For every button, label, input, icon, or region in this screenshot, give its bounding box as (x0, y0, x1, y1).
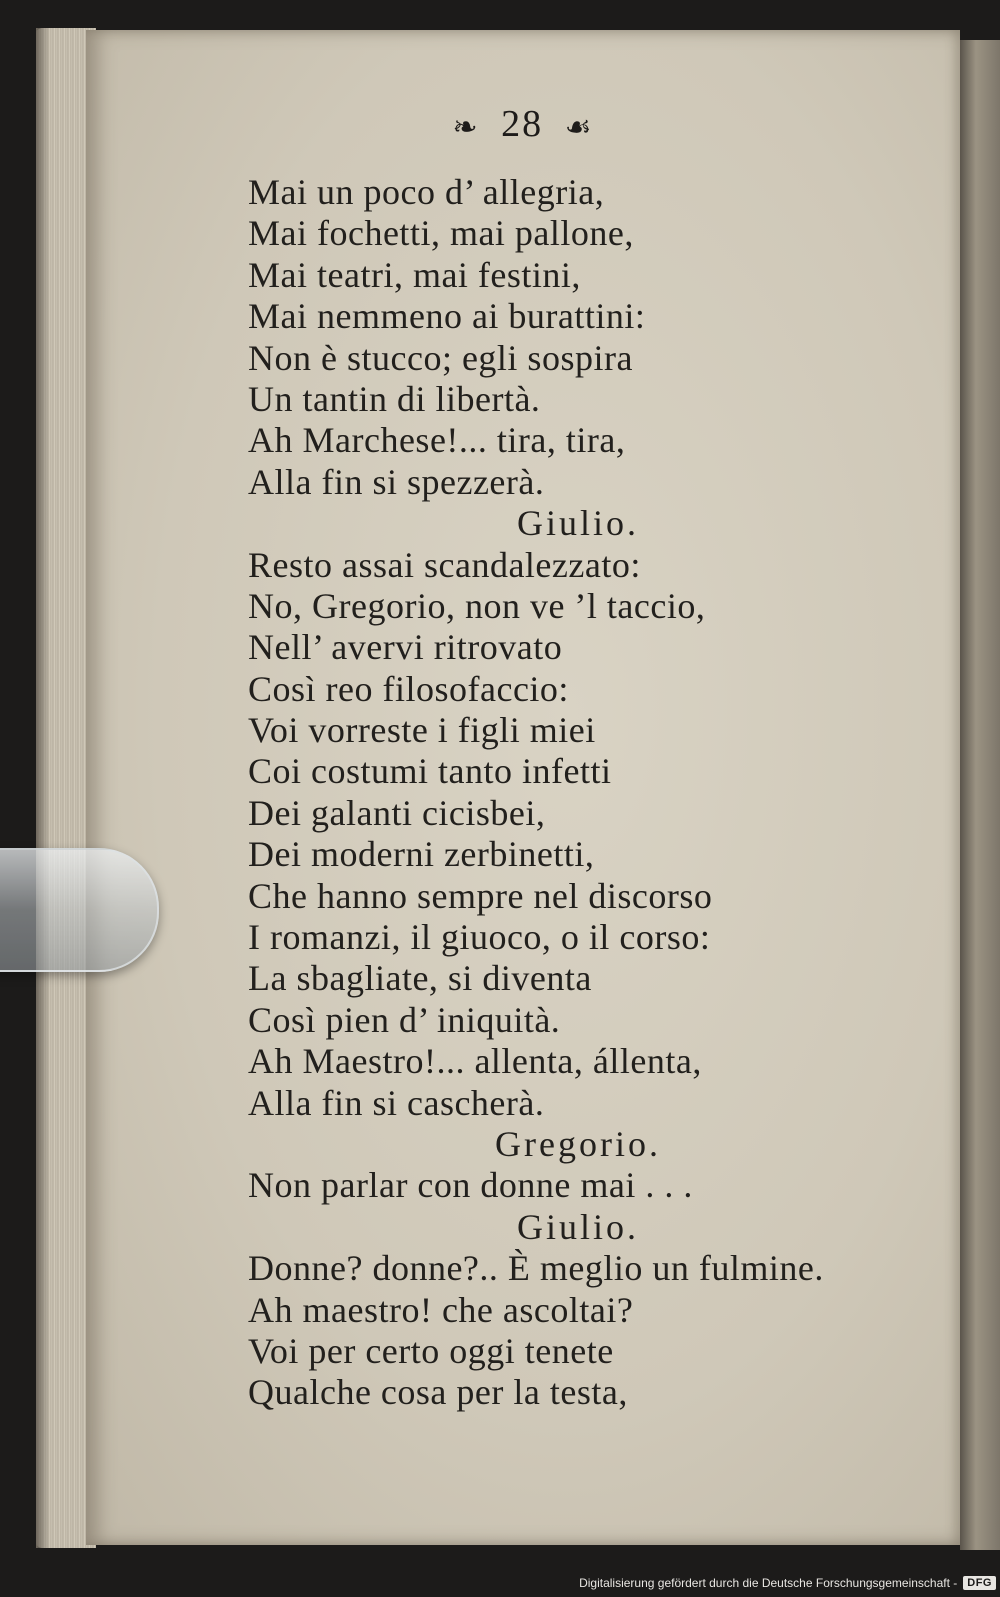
verse-line: Donne? donne?.. È meglio un fulmine. (248, 1248, 824, 1289)
page-edges-shadow (36, 28, 50, 1548)
verse-line: I romanzi, il giuoco, o il corso: (248, 917, 711, 958)
verse-line: Resto assai scandalezzato: (248, 544, 641, 585)
verse-line: Voi per certo oggi tenete (248, 1330, 614, 1371)
verse-line: Un tantin di libertà. (248, 378, 541, 419)
ornament-left-icon: ❧ (452, 110, 480, 144)
page-number: 28 (501, 103, 544, 145)
verse-line: Mai teatri, mai festini, (248, 254, 581, 295)
verse-line: Che hanno sempre nel discorso (248, 875, 713, 916)
verse-line: Dei moderni zerbinetti, (248, 834, 595, 875)
verse-text (248, 172, 948, 1414)
verse-line: Ah Marchese!... tira, tira, (248, 420, 626, 461)
verse-line: No, Gregorio, non ve ’l taccio, (248, 585, 706, 626)
verse-line: Ah Maestro!... allenta, állenta, (248, 1041, 702, 1082)
verse-line: Dei galanti cicisbei, (248, 792, 546, 833)
verse-line: Alla fin si spezzerà. (248, 461, 545, 502)
speaker-name: Gregorio. (495, 1123, 661, 1164)
verse-line: Qualche cosa per la testa, (248, 1372, 628, 1413)
ornament-right-icon: ☙ (564, 110, 594, 144)
adjacent-page (960, 40, 1000, 1550)
dfg-logo: DFG (963, 1576, 996, 1590)
verse-line: Mai fochetti, mai pallone, (248, 213, 634, 254)
verse-line: Così pien d’ iniquità. (248, 999, 561, 1040)
verse-line: Così reo filosofaccio: (248, 668, 569, 709)
book-page (86, 30, 960, 1545)
verse-line: Mai un poco d’ allegria, (248, 172, 605, 212)
verse-line: Non è stucco; egli sospira (248, 337, 633, 378)
page-header (86, 102, 960, 146)
verse-line: La sbagliate, si diventa (248, 958, 592, 999)
verse-line: Ah maestro! che ascoltai? (248, 1289, 634, 1330)
verse-line: Voi vorreste i figli miei (248, 710, 596, 751)
speaker-name: Giulio. (516, 503, 639, 544)
credit-text: Digitalisierung gefördert durch die Deutsche Forschungsgemeinschaft - (579, 1576, 958, 1590)
page-clip (0, 848, 159, 972)
speaker-name: Giulio. (516, 1206, 639, 1247)
verse-line: Non parlar con donne mai . . . (248, 1165, 693, 1206)
verse-line: Alla fin si cascherà. (248, 1082, 545, 1123)
verse-line: Mai nemmeno ai burattini: (248, 296, 646, 337)
verse-line: Nell’ avervi ritrovato (248, 627, 563, 668)
footer-credit (579, 1572, 996, 1594)
verse-line: Coi costumi tanto infetti (248, 751, 612, 792)
